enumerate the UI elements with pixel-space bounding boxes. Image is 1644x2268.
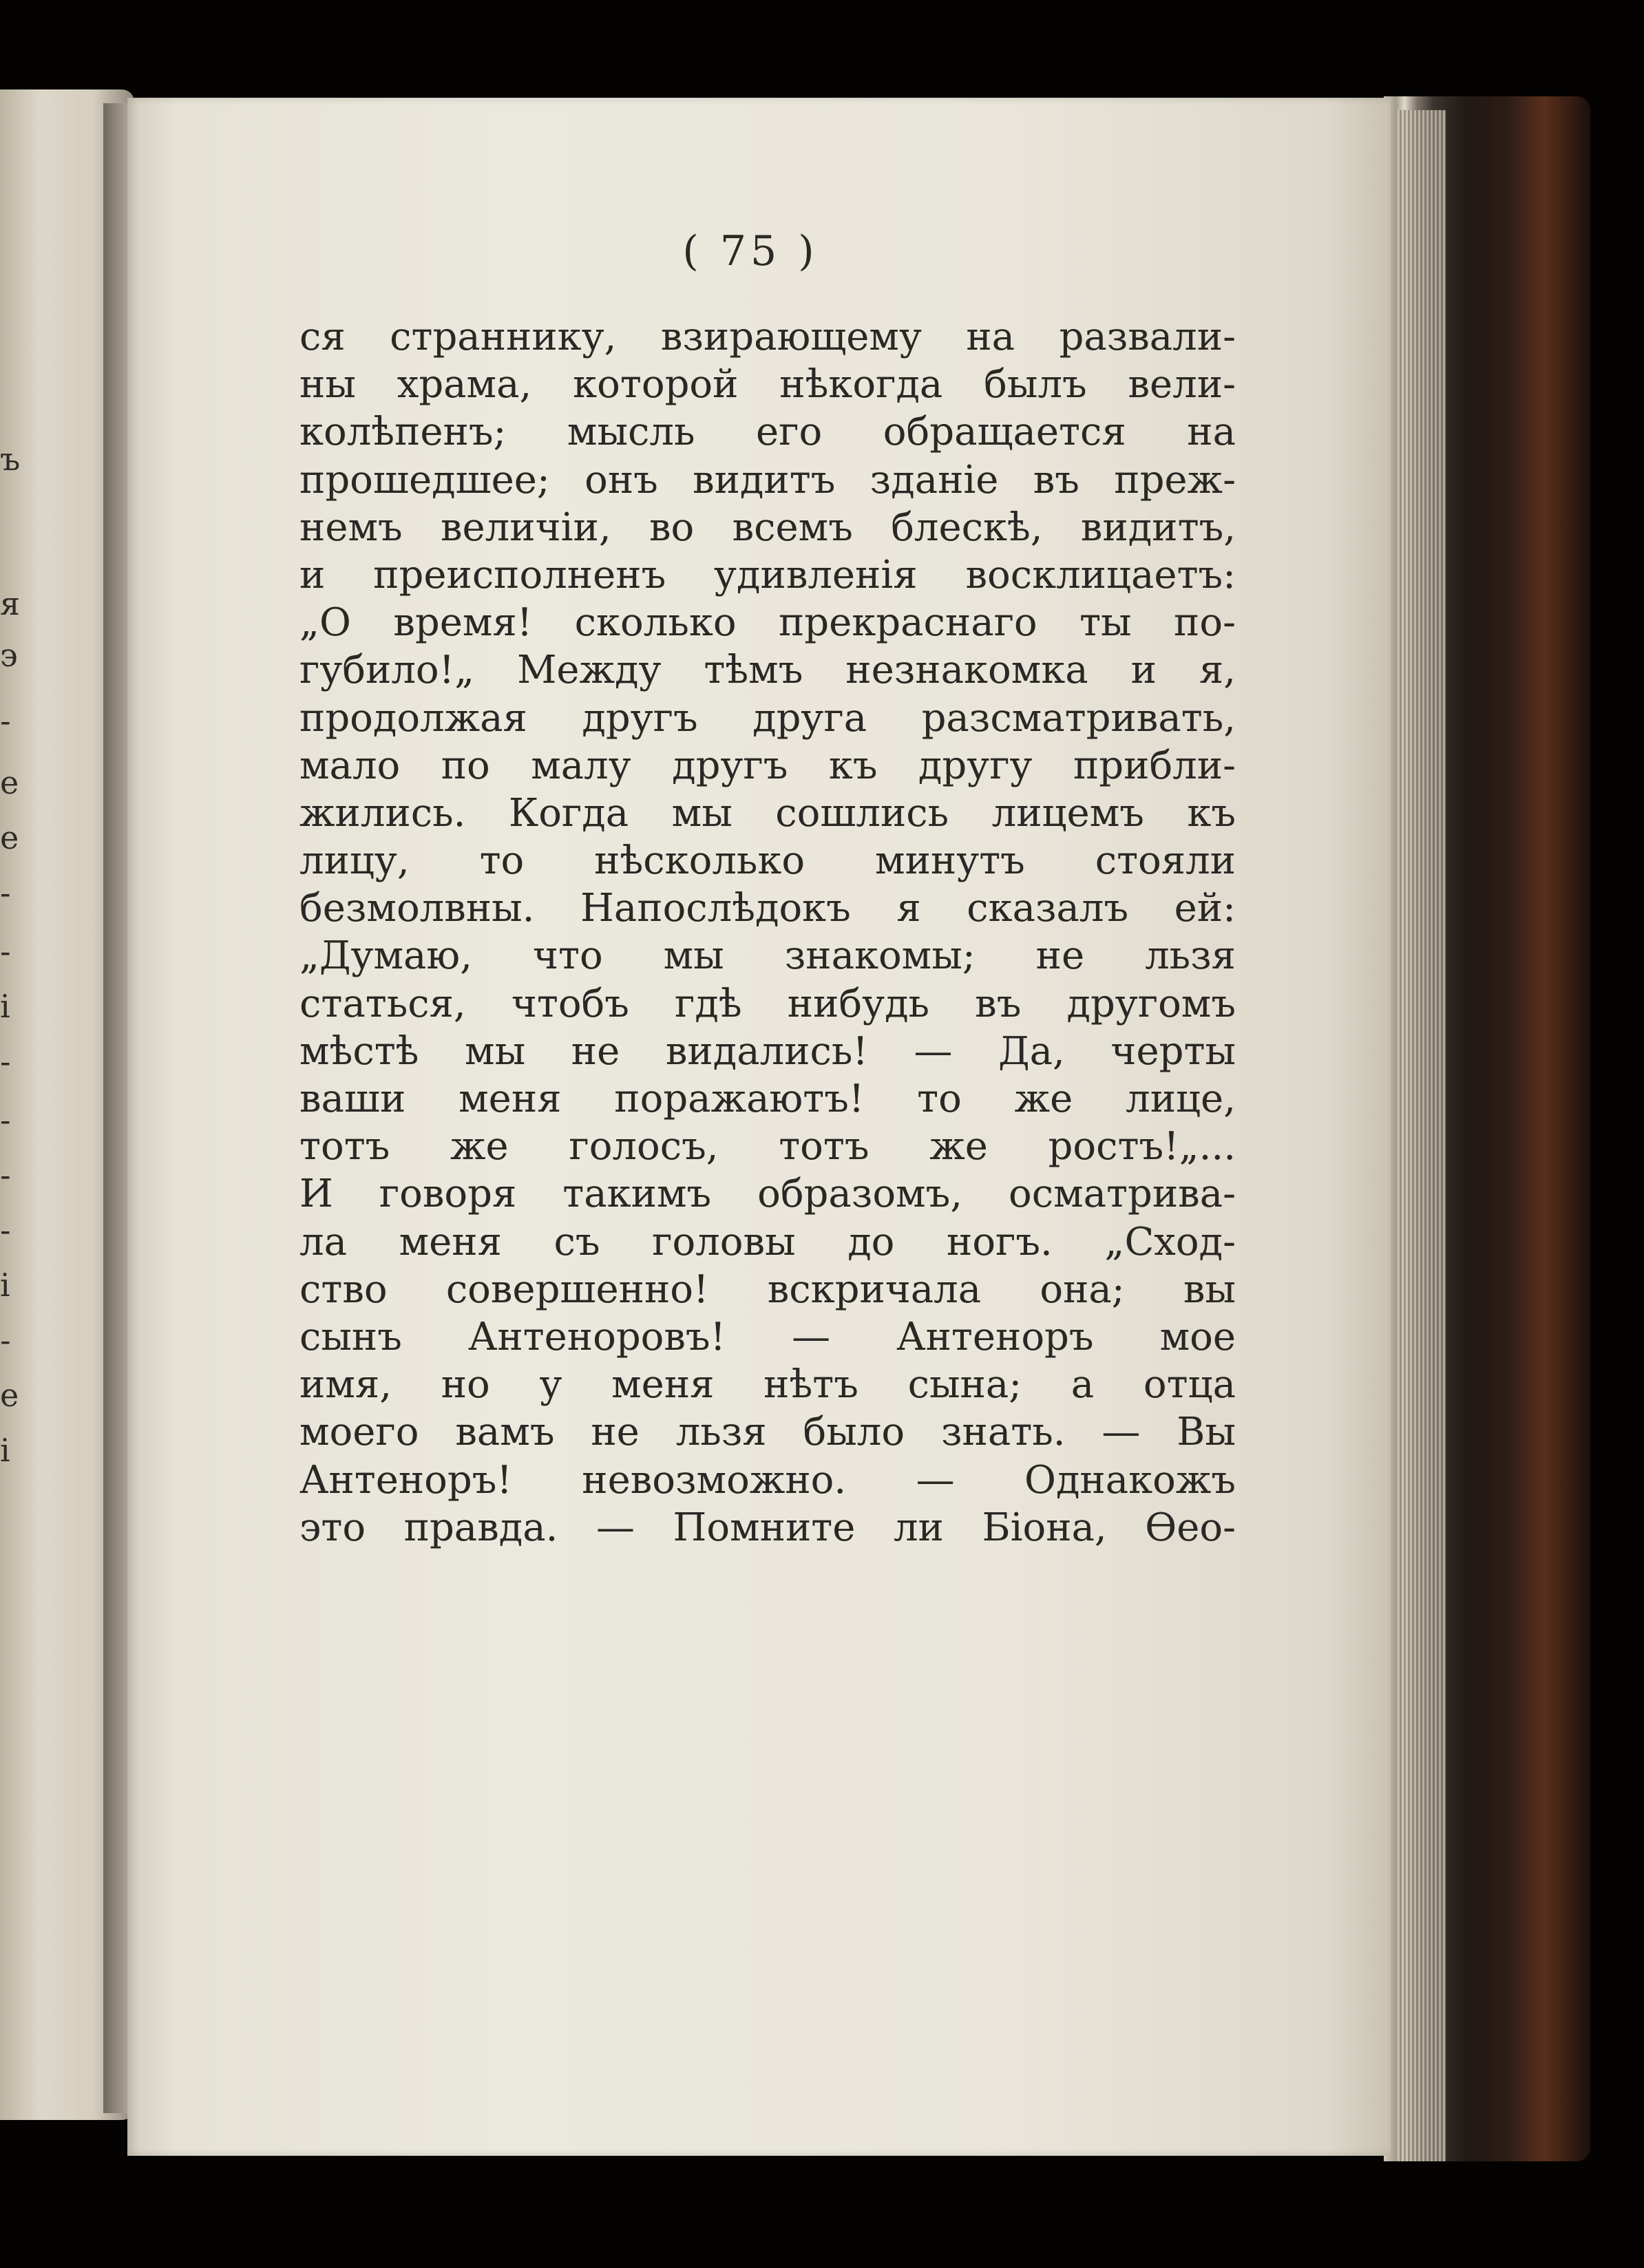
text-line: колѣпенъ; мысль его обращается на bbox=[299, 410, 1236, 455]
margin-char: е bbox=[0, 1377, 19, 1414]
text-line: безмолвны. Напослѣдокъ я сказалъ ей: bbox=[299, 886, 1236, 931]
margin-char: - bbox=[0, 874, 11, 911]
margin-char: я bbox=[0, 585, 21, 622]
text-line: ны храма, которой нѣкогда былъ вели- bbox=[299, 362, 1236, 407]
page-number: ( 75 ) bbox=[682, 227, 819, 275]
text-line: имя, но у меня нѣтъ сына; а отца bbox=[299, 1362, 1236, 1408]
text-line: продолжая другъ друга разсматривать, bbox=[299, 695, 1236, 741]
text-line: это правда. — Помните ли Біона, Ѳео- bbox=[299, 1505, 1236, 1550]
margin-char: э bbox=[0, 637, 18, 674]
margin-char: - bbox=[0, 702, 11, 739]
text-line: мало по малу другъ къ другу прибли- bbox=[299, 743, 1236, 788]
text-line: немъ величіи, во всемъ блескѣ, видитъ, bbox=[299, 505, 1236, 550]
margin-char: - bbox=[0, 933, 11, 970]
margin-char: і bbox=[0, 988, 10, 1025]
text-line: „Думаю, что мы знакомы; не льзя bbox=[299, 933, 1236, 979]
text-line: мѣстѣ мы не видались! — Да, черты bbox=[299, 1028, 1236, 1074]
text-line: моего вамъ не льзя было знать. — Вы bbox=[299, 1410, 1236, 1455]
text-line: тотъ же голосъ, тотъ же ростъ!„... bbox=[299, 1124, 1236, 1169]
page-stack bbox=[1398, 110, 1446, 2161]
text-line: ваши меня поражаютъ! то же лице, bbox=[299, 1077, 1236, 1121]
text-line: ство совершенно! вскричала она; вы bbox=[299, 1267, 1236, 1312]
text-line: лицу, то нѣсколько минутъ стояли bbox=[299, 838, 1236, 884]
text-line: и преисполненъ удивленія восклицаетъ: bbox=[299, 552, 1236, 597]
text-line: прошедшее; онъ видитъ зданіе въ преж- bbox=[299, 457, 1236, 502]
margin-char: і bbox=[0, 1432, 10, 1469]
text-line: статься, чтобъ гдѣ нибудь въ другомъ bbox=[299, 981, 1236, 1026]
text-line: жились. Когда мы сошлись лицемъ къ bbox=[299, 790, 1236, 836]
text-line: губило!„ Между тѣмъ незнакомка и я, bbox=[299, 648, 1236, 693]
margin-char: - bbox=[0, 1156, 11, 1194]
margin-char: - bbox=[0, 1322, 11, 1359]
margin-char: ъ bbox=[0, 441, 21, 478]
margin-char: і bbox=[0, 1267, 10, 1304]
margin-char: - bbox=[0, 1101, 11, 1138]
text-line: И говоря такимъ образомъ, осматрива- bbox=[299, 1172, 1236, 1217]
text-line: Антеноръ! невозможно. — Однакожъ bbox=[299, 1457, 1236, 1503]
text-line: „О время! сколько прекраснаго ты по- bbox=[299, 600, 1236, 646]
margin-char: - bbox=[0, 1043, 11, 1080]
page-text bbox=[299, 313, 1236, 1551]
text-line: ся страннику, взирающему на развали- bbox=[299, 315, 1236, 359]
margin-char: - bbox=[0, 1211, 11, 1249]
text-line: сынъ Антеноровъ! — Антеноръ мое bbox=[299, 1314, 1236, 1359]
text-line: ла меня съ головы до ногъ. „Сход- bbox=[299, 1219, 1236, 1264]
margin-char: е bbox=[0, 764, 19, 801]
margin-char: е bbox=[0, 819, 19, 856]
